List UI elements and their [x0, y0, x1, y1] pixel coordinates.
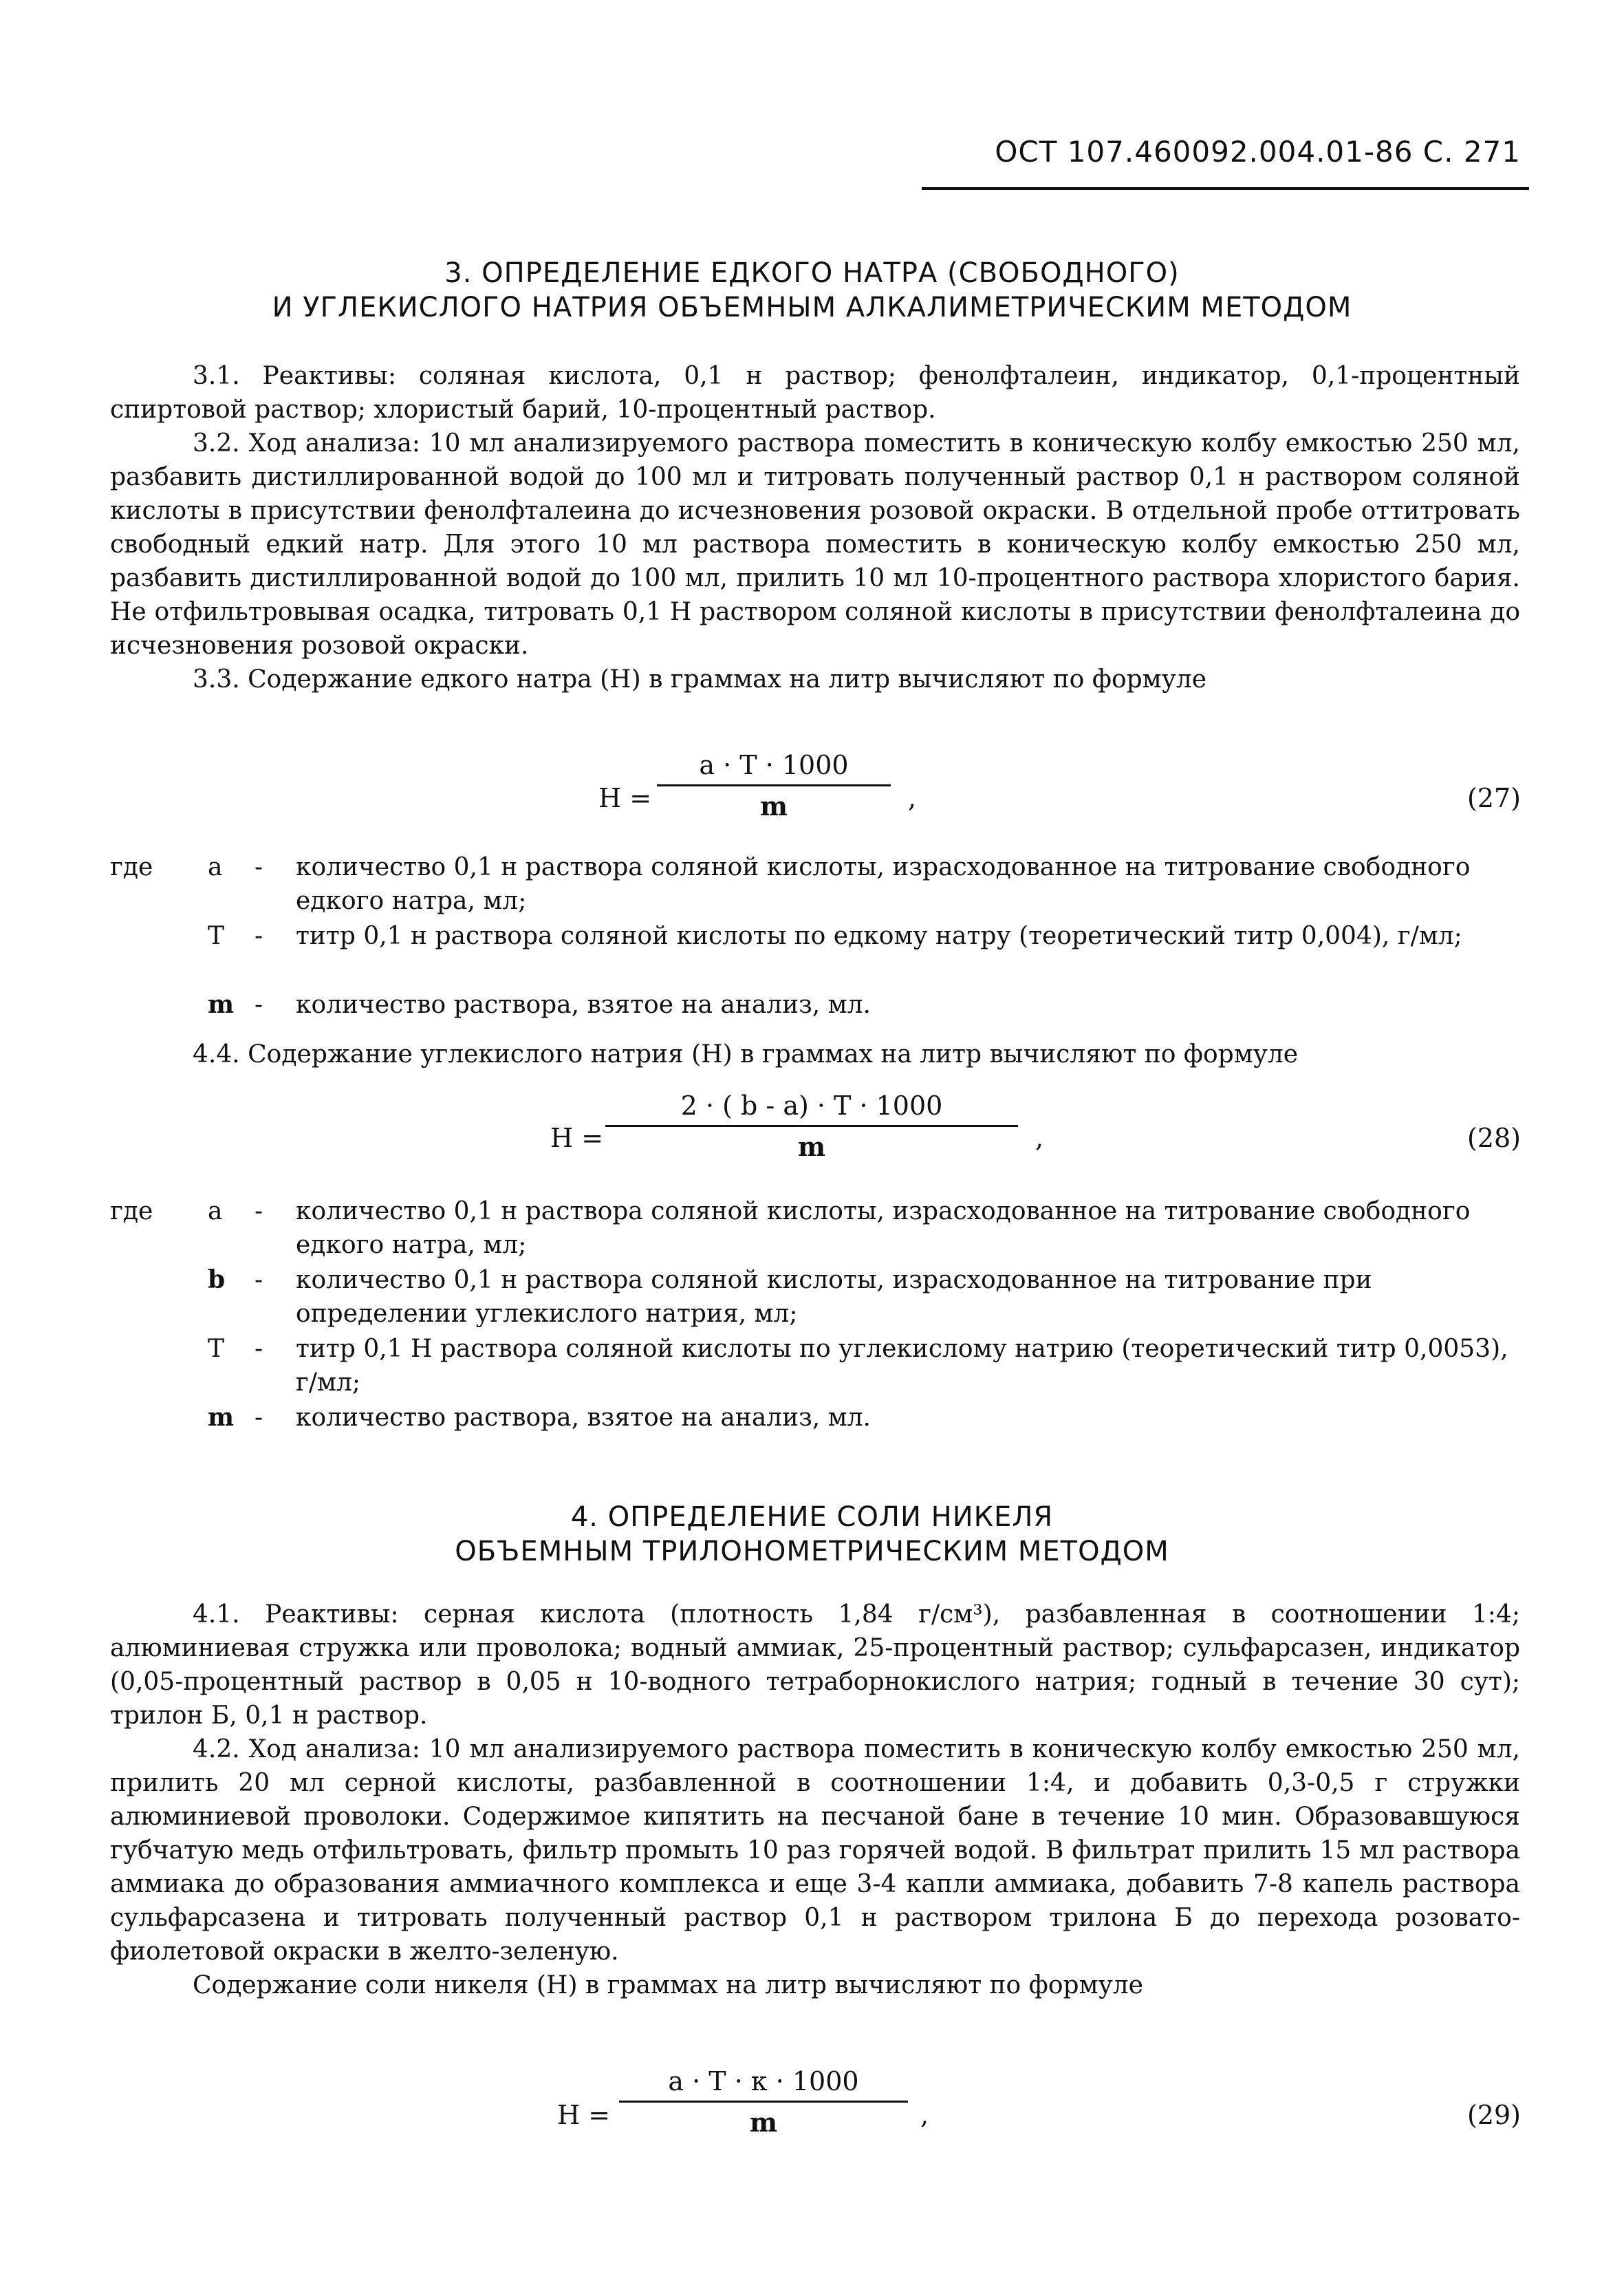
formula-29-denominator: m [749, 2107, 778, 2138]
legend-dash: - [255, 922, 263, 950]
header-rule [922, 187, 1529, 190]
formula-29-lhs: Н = [557, 2100, 611, 2130]
page-header: ОСТ 107.460092.004.01-86 С. 271 [995, 135, 1521, 169]
legend-dash: - [255, 1197, 263, 1225]
paragraph-3-3: 3.3. Содержание едкого натра (Н) в граммах на литр вычисляют по формуле [193, 665, 1207, 694]
formula-29-number: (29) [1466, 2100, 1521, 2130]
section4-title-line1: 4. ОПРЕДЕЛЕНИЕ СОЛИ НИКЕЛЯ [570, 1501, 1054, 1533]
paragraph-nickel-formula-intro: Содержание соли никеля (Н) в граммах на литр вычисляют по формуле [193, 1971, 1143, 1999]
legend-dash: - [255, 991, 263, 1019]
section4-title-line2: ОБЪЕМНЫМ ТРИЛОНОМЕТРИЧЕСКИМ МЕТОДОМ [455, 1536, 1169, 1567]
legend-symbol: а [208, 853, 223, 881]
legend-text: количество 0,1 н раствора соляной кислоты, израсходованное на титрование свободного едкого натра, мл; [296, 853, 1471, 915]
legend-text: титр 0,1 Н раствора соляной кислоты по углекислому натрию (теоретический титр 0,0053), г/мл; [296, 1335, 1508, 1397]
legend-symbol: m [208, 990, 235, 1019]
paragraph-3-2: 3.2. Ход анализа: 10 мл анализируемого раствора поместить в коническую колбу емкостью 250 мл, разбавить дистиллированной водой до 100 мл и титровать полученный раствор 0,1 н раствором соляной кислоты в присутствии фенолфталеина до исчезновения розовой окраски. В отдельной пробе оттитровать свободный едкий натр. Для этого 10 мл раствора поместить в коническую колбу емкостью 250 мл, разбавить дистиллированной водой до 100 мл, прилить 10 мл 10-процентного раствора хлористого бария. Не отфильтровывая осадка, титровать 0,1 Н раствором соляной кислоты в присутствии фенолфталеина до исчезновения розовой окраски. [110, 429, 1520, 660]
legend-symbol: b [208, 1265, 226, 1294]
legend-text: количество 0,1 н раствора соляной кислоты, израсходованное на титрование свободного едкого натра, мл; [296, 1197, 1471, 1259]
fraction-bar [619, 2101, 908, 2103]
legend-text: количество раствора, взятое на анализ, мл. [296, 991, 871, 1019]
legend-text: титр 0,1 н раствора соляной кислоты по едкому натру (теоретический титр 0,004), г/мл; [296, 922, 1462, 950]
formula-27-comma: , [908, 783, 917, 813]
formula-27-fraction [657, 750, 891, 822]
formula-27-denominator: m [759, 791, 788, 822]
legend-symbol: Т [208, 1335, 225, 1363]
fraction-bar [605, 1125, 1018, 1127]
formula-29-numerator: а · Т · к · 1000 [668, 2066, 859, 2096]
fraction-bar [657, 784, 891, 786]
where-label: где [110, 853, 153, 881]
legend-dash: - [255, 853, 263, 881]
formula-28-comma: , [1035, 1123, 1044, 1153]
paragraph-4-4: 4.4. Содержание углекислого натрия (Н) в граммах на литр вычисляют по формуле [193, 1040, 1299, 1069]
paragraph-4-1: 4.1. Реактивы: серная кислота (плотность 1,84 г/см³), разбавленная в соотношении 1:4; алюминиевая стружка или проволока; водный аммиак, 25-процентный раствор; сульфарсазен, индикатор (0,05-процентный раствор в 0,05 н 10-водного тетраборнокислого натрия; годный в течение 30 сут); трилон Б, 0,1 н раствор. [110, 1600, 1520, 1730]
legend-dash: - [255, 1335, 263, 1363]
legend-dash: - [255, 1404, 263, 1432]
formula-28-lhs: Н = [550, 1123, 604, 1153]
formula-28-numerator: 2 · ( b - а) · Т · 1000 [680, 1091, 943, 1121]
legend-symbol: m [208, 1403, 235, 1432]
paragraph-4-4-wrap [110, 1038, 1520, 1071]
section4-body [110, 1598, 1520, 2002]
section3-title-line1: 3. ОПРЕДЕЛЕНИЕ ЕДКОГО НАТРА (СВОБОДНОГО) [444, 257, 1180, 289]
section3-body [110, 359, 1520, 696]
formula-27-number: (27) [1466, 783, 1521, 813]
where-label: где [110, 1197, 153, 1225]
formula-28-number: (28) [1466, 1123, 1521, 1153]
formula-29-comma: , [920, 2100, 929, 2130]
legend-text: количество 0,1 н раствора соляной кислоты, израсходованное на титрование при определении углекислого натрия, мл; [296, 1266, 1372, 1328]
paragraph-3-1: 3.1. Реактивы: соляная кислота, 0,1 н раствор; фенолфталеин, индикатор, 0,1-процентный спиртовой раствор; хлористый барий, 10-процентный раствор. [110, 362, 1520, 424]
paragraph-4-2: 4.2. Ход анализа: 10 мл анализируемого раствора поместить в коническую колбу емкостью 250 мл, прилить 20 мл серной кислоты, разбавленной в соотношении 1:4, и добавить 0,3-0,5 г стружки алюминиевой проволоки. Содержимое кипятить на песчаной бане в течение 10 мин. Образовавшуюся губчатую медь отфильтровать, фильтр промыть 10 раз горячей водой. В фильтрат прилить 15 мл раствора аммиака до образования аммиачного комплекса и еще 3-4 капли аммиака, добавить 7-8 капель раствора сульфарсазена и титровать полученный раствор 0,1 н раствором трилона Б до перехода розовато-фиолетовой окраски в желто-зеленую. [110, 1735, 1520, 1966]
legend-symbol: а [208, 1197, 223, 1225]
formula-27-lhs: Н = [598, 783, 652, 813]
legend-dash: - [255, 1266, 263, 1294]
legend-symbol: Т [208, 922, 225, 950]
formula-28-denominator: m [797, 1131, 826, 1162]
formula-27-numerator: а · Т · 1000 [699, 750, 849, 780]
section3-title-line2: И УГЛЕКИСЛОГО НАТРИЯ ОБЪЕМНЫМ АЛКАЛИМЕТРИЧЕСКИМ МЕТОДОМ [272, 292, 1352, 323]
legend-text: количество раствора, взятое на анализ, мл. [296, 1404, 871, 1432]
formula-28-fraction [605, 1091, 1018, 1162]
formula-29-fraction [619, 2066, 908, 2138]
